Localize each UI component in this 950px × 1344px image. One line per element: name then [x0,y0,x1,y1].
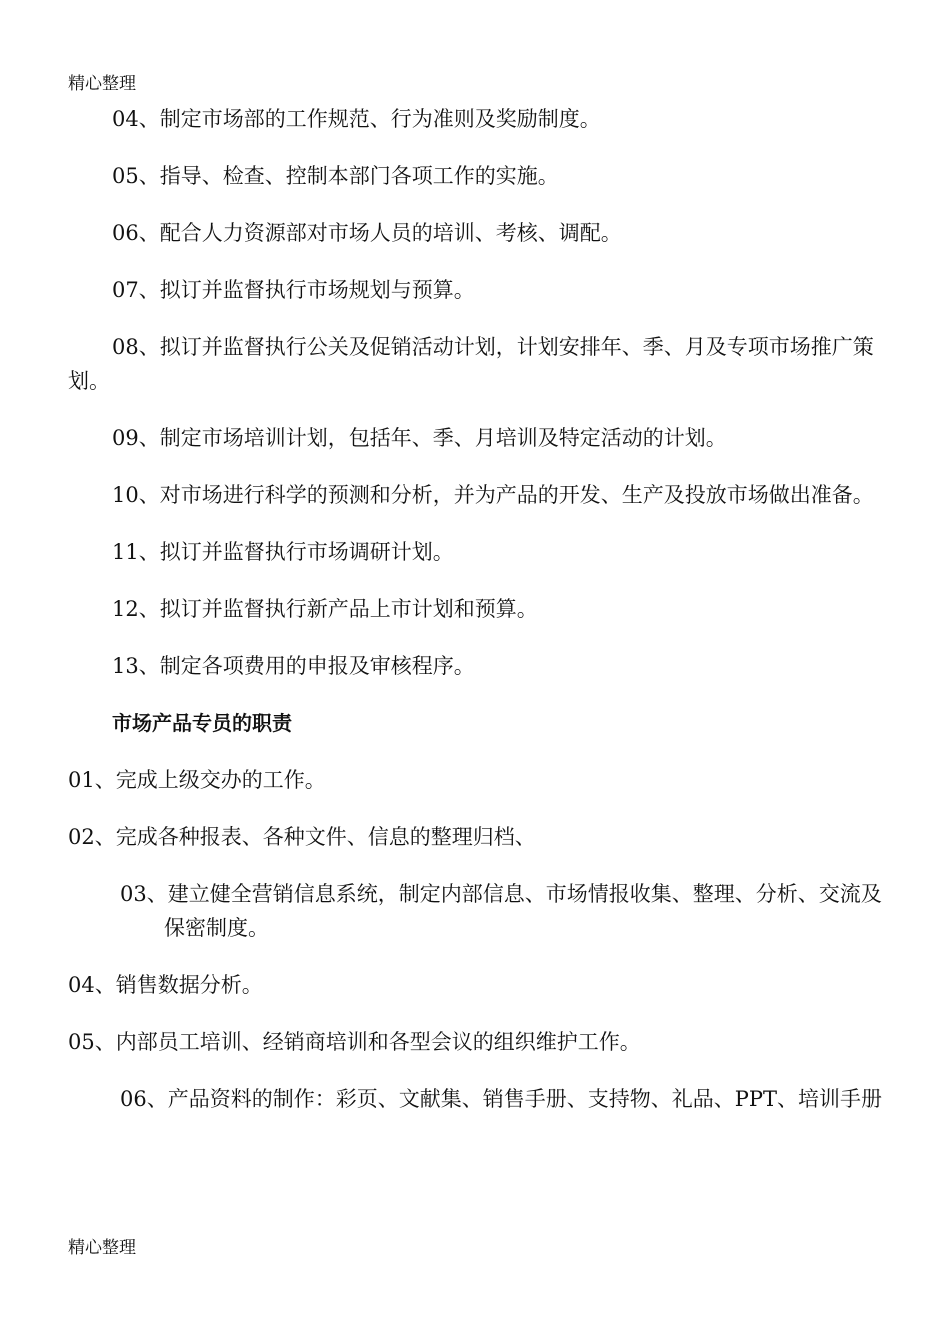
specialist-item-02: 02、完成各种报表、各种文件、信息的整理归档、 [68,825,536,849]
manager-item-07: 07、拟订并监督执行市场规划与预算。 [112,278,475,302]
page-header: 精心整理 [68,74,136,94]
specialist-item-03: 03、建立健全营销信息系统，制定内部信息、市场情报收集、整理、分析、交流及保密制度。 [120,882,882,940]
manager-item-12: 12、拟订并监督执行新产品上市计划和预算。 [112,597,538,621]
specialist-item-05: 05、内部员工培训、经销商培训和各型会议的组织维护工作。 [68,1030,641,1054]
specialist-item-01: 01、完成上级交办的工作。 [68,768,326,792]
section-heading: 市场产品专员的职责 [112,711,292,735]
manager-item-09: 09、制定市场培训计划，包括年、季、月培训及特定活动的计划。 [112,426,727,450]
manager-item-04: 04、制定市场部的工作规范、行为准则及奖励制度。 [112,107,601,131]
specialist-item-06: 06、产品资料的制作：彩页、文献集、销售手册、支持物、礼品、PPT、培训手册 [120,1087,882,1111]
manager-item-08: 08、拟订并监督执行公关及促销活动计划，计划安排年、季、月及专项市场推广策划。 [68,335,874,393]
manager-item-10: 10、对市场进行科学的预测和分析，并为产品的开发、生产及投放市场做出准备。 [112,483,874,507]
manager-item-11: 11、拟订并监督执行市场调研计划。 [112,540,454,564]
manager-item-06: 06、配合人力资源部对市场人员的培训、考核、调配。 [112,221,622,245]
document-body [68,102,883,1139]
page-footer: 精心整理 [68,1238,136,1258]
manager-item-13: 13、制定各项费用的申报及审核程序。 [112,654,475,678]
specialist-item-04: 04、销售数据分析。 [68,973,263,997]
manager-item-05: 05、指导、检查、控制本部门各项工作的实施。 [112,164,559,188]
